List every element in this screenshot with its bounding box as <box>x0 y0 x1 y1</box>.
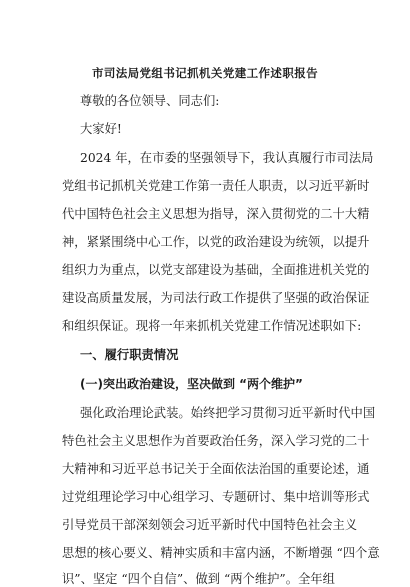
section-heading: 一、履行职责情况 <box>80 348 179 362</box>
intro-line: 神，紧紧围绕中心工作，以党的政治建设为统领，以提升 <box>62 235 370 249</box>
body-line: 大精神和习近平总书记关于全面依法治国的重要论述，通 <box>62 462 370 476</box>
greeting: 大家好! <box>80 122 122 136</box>
intro-line: 建设高质量发展，为司法行政工作提供了坚强的政治保证 <box>62 291 370 305</box>
body-line: 过党组理论学习中心组学习、专题研讨、集中培训等形式 <box>62 490 370 504</box>
intro-line: 代中国特色社会主义思想为指导，深入贯彻党的二十大精 <box>62 207 370 221</box>
body-line: 强化政治理论武装。始终把学习贯彻习近平新时代中国 <box>80 406 376 420</box>
body-line: 引导党员干部深刻领会习近平新时代中国特色社会主义 <box>62 518 358 532</box>
body-line: 思想的核心要义、精神实质和丰富内涵，不断增强 “四个意 <box>62 546 380 560</box>
intro-line: 2024 年，在市委的坚强领导下，我认真履行市司法局 <box>80 151 374 165</box>
subsection-heading: (一)突出政治建设，坚决做到 “两个维护” <box>80 377 303 391</box>
intro-line: 党组书记抓机关党建工作第一责任人职责，以习近平新时 <box>62 179 370 193</box>
salutation: 尊敬的各位领导、同志们: <box>80 94 220 108</box>
document-title: 市司法局党组书记抓机关党建工作述职报告 <box>91 66 319 80</box>
intro-line: 和组织保证。现将一年来抓机关党建工作情况述职如下: <box>62 319 362 333</box>
body-line: 识”、坚定 “四个自信”、做到 “两个维护”。全年组 <box>62 572 335 586</box>
intro-line: 组织力为重点，以党支部建设为基础，全面推进机关党的 <box>62 263 370 277</box>
body-line: 特色社会主义思想作为首要政治任务，深入学习党的二十 <box>62 434 370 448</box>
